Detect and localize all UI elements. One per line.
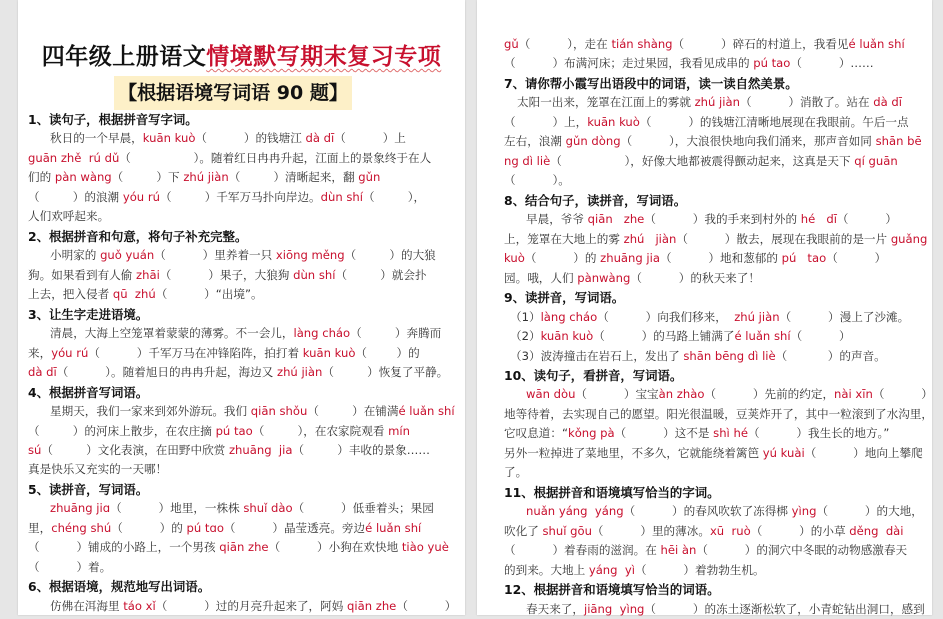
sentence-text: （ ）过的月亮升起来了，阿妈: [155, 598, 348, 613]
sentence-text: （ ），: [363, 189, 426, 204]
sentence-text: 2、根据拼音和句意，将句子补充完整。: [28, 228, 248, 244]
pinyin-prompt: zhú jiàn: [623, 231, 677, 246]
question-text-line: [504, 405, 933, 424]
pinyin-prompt: zhú jiàn: [694, 95, 740, 110]
pinyin-prompt: pú tɑo: [186, 520, 224, 535]
question-text-line: [504, 424, 889, 443]
question-text-line: [504, 132, 922, 151]
question-text-line: [504, 152, 898, 171]
sentence-text: （ ）着春雨的滋润。在: [504, 543, 661, 558]
sentence-text: 清晨，大海上空笼罩着蒙蒙的薄雾。不一会儿，: [50, 326, 294, 341]
question-heading: [504, 74, 798, 93]
sentence-text: 10、读句子，看拼音，写词语。: [504, 367, 683, 383]
sentence-text: （ ）我生长的地方。”: [747, 426, 890, 441]
pinyin-prompt: é luǎn shí: [398, 404, 455, 419]
question-text-line: [504, 444, 923, 463]
question-text-line: [504, 171, 570, 190]
sentence-text: 狗。如果看到有人偷: [28, 267, 137, 282]
sentence-text: （ ）散去，展现在我眼前的是一片: [676, 231, 891, 246]
question-text-line: [50, 246, 436, 265]
question-text-line: [50, 324, 441, 343]
sentence-text: 吹化了: [504, 523, 543, 538]
pinyin-prompt: xiōng měng: [275, 248, 345, 263]
sentence-text: （ ）的: [111, 520, 187, 535]
sentence-text: （ ）: [836, 212, 897, 227]
sentence-text: 了。: [504, 465, 528, 480]
sentence-text: 早晨，爷爷: [526, 212, 588, 227]
question-text-line: [510, 347, 886, 366]
pinyin-prompt: dà dī: [873, 95, 902, 110]
pinyin-prompt: yáng yì: [588, 562, 635, 577]
question-text-line: [28, 363, 448, 382]
pinyin-prompt: yú kuài: [762, 445, 805, 460]
question-text-line: [526, 385, 933, 404]
pinyin-prompt: hēi àn: [660, 543, 697, 558]
pinyin-prompt: é luǎn shí: [848, 37, 905, 51]
sentence-text: 另外一粒掉进了菜地里，不多久，它就能绕着篱笆: [504, 445, 763, 460]
pinyin-prompt: mín: [388, 423, 410, 438]
sentence-text: 它叹息道：“: [504, 426, 568, 441]
question-heading: [28, 383, 148, 402]
sentence-text: （ ）。: [504, 173, 570, 188]
sentence-text: （ ）: [396, 598, 457, 613]
document-subtitle: 【根据语境写词语 90 题】: [114, 76, 352, 110]
sentence-text: 7、请你帮小霞写出语段中的词语，读一读自然美景。: [504, 75, 798, 91]
pinyin-prompt: shān bēng dì liè: [683, 348, 776, 363]
sentence-text: （ ）上: [334, 131, 406, 146]
sentence-text: 仿佛在洱海里: [50, 598, 124, 613]
question-text-line: [504, 35, 905, 54]
sentence-text: 12、根据拼音和语境填写恰当的词语。: [504, 582, 720, 598]
sentence-text: （ ）地和葱郁的: [659, 251, 782, 266]
pinyin-prompt: zhuāng jiɑ: [50, 501, 111, 516]
pinyin-prompt: làng cháo: [293, 326, 351, 341]
sentence-text: （ ）丰收的景象……: [292, 442, 430, 457]
sentence-text: （ ）消散了。站在: [739, 95, 874, 110]
sentence-text: （ ）我的手来到村外的: [644, 212, 801, 227]
sentence-text: （ ）向我们移来，: [597, 309, 735, 324]
pinyin-prompt: shān bē: [875, 134, 922, 149]
pinyin-prompt: nài xīn: [834, 387, 873, 402]
question-text-line: [50, 499, 434, 518]
question-text-line: [504, 113, 909, 132]
pinyin-prompt: zhú jiàn: [183, 170, 229, 185]
question-text-line: [50, 597, 456, 616]
question-heading: [504, 288, 624, 307]
sentence-text: 5、读拼音，写词语。: [28, 481, 149, 497]
sentence-text: （ ）下: [111, 170, 184, 185]
sentence-text: 春天来了，: [526, 601, 584, 616]
pinyin-prompt: guǎng: [890, 231, 928, 246]
pinyin-prompt: qiān shǒu: [250, 404, 308, 419]
pinyin-prompt: táo xǐ: [123, 598, 156, 613]
sentence-text: （ ）着。: [28, 559, 112, 574]
pinyin-prompt: dùn shí: [320, 189, 363, 204]
pinyin-prompt: é luǎn shí: [734, 329, 791, 344]
question-heading: [28, 305, 148, 324]
sentence-text: 秋日的一个早晨，: [50, 131, 143, 146]
question-text-line: [510, 327, 851, 346]
pinyin-prompt: shuǐ dào: [243, 501, 293, 516]
pinyin-prompt: àn zhào: [658, 387, 705, 402]
sentence-text: （2）: [510, 329, 541, 344]
pinyin-prompt: pàn wàng: [54, 170, 112, 185]
sentence-text: （ ）的河床上散步，在农庄摘: [28, 423, 216, 438]
question-text-line: [526, 600, 925, 619]
question-text-line: [50, 129, 406, 148]
sentence-text: （ ）: [826, 251, 887, 266]
sentence-text: （ ）的钱塘江清晰地展现在我眼前。午后一点: [639, 114, 909, 129]
pinyin-prompt: hé dī: [800, 212, 837, 227]
sentence-text: （ ）漫上了沙滩。: [779, 309, 910, 324]
pinyin-prompt: qí guān: [854, 153, 898, 168]
question-text-line: [504, 522, 904, 541]
sentence-text: 3、让生字走进语境。: [28, 306, 149, 322]
sentence-text: （ ）晶莹透亮。旁边: [223, 520, 366, 535]
question-heading: [28, 480, 148, 499]
question-text-line: [510, 308, 909, 327]
pinyin-prompt: gǔn dòng: [565, 134, 621, 149]
sentence-text: （ ）这不是: [614, 426, 714, 441]
pinyin-prompt: qiān zhe: [219, 540, 269, 555]
question-heading: [504, 580, 720, 599]
sentence-text: 左右，浪潮: [504, 134, 566, 149]
title-black: 四年级上册语文: [41, 44, 207, 70]
sentence-text: （ ）的春风吹软了冻得梆: [623, 504, 792, 519]
pinyin-prompt: zhú jiàn: [276, 365, 323, 380]
sentence-text: （ ）。随着红日冉冉升起，江面上的景象终于在人: [119, 150, 432, 165]
sentence-text: 上，笼罩在大地上的雾: [504, 231, 624, 246]
pinyin-prompt: chéng shú: [51, 520, 112, 535]
worksheet-page-right: [477, 0, 932, 615]
question-text-line: [28, 422, 410, 441]
question-text-line: [504, 269, 760, 288]
sentence-text: （ ）: [790, 329, 851, 344]
sentence-text: 9、读拼音，写词语。: [504, 290, 625, 306]
pinyin-prompt: tiào yuè: [401, 540, 449, 555]
question-text-line: [28, 285, 263, 304]
sentence-text: 6、根据语境，规范地写出词语。: [28, 579, 211, 595]
pinyin-prompt: kuān kuò: [142, 131, 196, 146]
pinyin-prompt: kuān kuò: [540, 329, 594, 344]
sentence-text: （ ）“出境”。: [155, 287, 263, 302]
sentence-text: （ ）低垂着头；果园: [292, 501, 434, 516]
sentence-text: （ ）的声音。: [775, 348, 886, 363]
pinyin-prompt: nuǎn yáng yáng: [526, 504, 624, 519]
pinyin-prompt: děng dài: [849, 523, 904, 538]
pinyin-prompt: é luǎn shí: [365, 520, 422, 535]
pinyin-prompt: xū ruò: [709, 523, 751, 538]
question-text-line: [28, 460, 167, 479]
sentence-text: 园。哦，人们: [504, 270, 578, 285]
sentence-text: （ ）: [872, 387, 933, 402]
pinyin-prompt: qiān zhe: [347, 598, 397, 613]
sentence-text: （ ）地里，一株株: [110, 501, 244, 516]
sentence-text: 的到来。大地上: [504, 562, 589, 577]
sentence-text: 来，: [28, 345, 52, 360]
question-text-line: [526, 210, 897, 229]
sentence-text: （ ）的大地，: [816, 504, 923, 519]
question-text-line: [517, 93, 902, 112]
sentence-text: （ ）碎石的村道上，我看见: [672, 37, 849, 51]
pinyin-prompt: pú tao: [781, 251, 827, 266]
sentence-text: 人们欢呼起来。: [28, 209, 110, 224]
pinyin-prompt: zhāi: [136, 267, 160, 282]
sentence-text: （ ）宝宝: [575, 387, 659, 402]
sentence-text: （ ）的浪潮: [28, 189, 123, 204]
sentence-text: （ ）果子，大狼狗: [159, 267, 294, 282]
pinyin-prompt: kǒng pà: [567, 426, 615, 441]
pinyin-prompt: kuò: [504, 251, 525, 266]
pinyin-prompt: dà dī: [305, 131, 335, 146]
sentence-text: （ ）地向上攀爬: [804, 445, 923, 460]
pinyin-prompt: dà dī: [28, 365, 57, 380]
sentence-text: （ ）的: [524, 251, 601, 266]
sentence-text: （ ）的: [355, 345, 420, 360]
question-text-line: [526, 502, 923, 521]
pinyin-prompt: yóu rú: [122, 189, 160, 204]
sentence-text: （ ）的洞穴中冬眠的动物感激春天: [696, 543, 908, 558]
sentence-text: （ ）的大狼: [344, 248, 436, 263]
sentence-text: （ ）的钱塘江: [195, 131, 306, 146]
sentence-text: （ ）的冻土逐渐松软了，小青蛇钻出洞口，感到: [644, 601, 925, 616]
pinyin-prompt: gǔn: [358, 170, 381, 185]
pinyin-prompt: kuān kuò: [302, 345, 356, 360]
sentence-text: 8、结合句子，读拼音，写词语。: [504, 192, 687, 208]
sentence-text: 太阳一出来，笼罩在江面上的雾就: [517, 95, 695, 110]
sentence-text: （ ）里的薄冰。: [591, 523, 710, 538]
question-text-line: [28, 441, 430, 460]
pinyin-prompt: yóu rú: [51, 345, 89, 360]
sentence-text: （ ）铺成的小路上，一个男孩: [28, 540, 220, 555]
question-text-line: [504, 249, 886, 268]
sentence-text: 1、读句子，根据拼音写字词。: [28, 112, 198, 127]
sentence-text: （ ）清晰起来，翻: [228, 170, 359, 185]
question-text-line: [28, 207, 109, 226]
sentence-text: （ ）的小草: [750, 523, 850, 538]
question-heading: [28, 110, 198, 129]
pinyin-prompt: yìng: [791, 504, 817, 519]
question-text-line: [504, 230, 927, 249]
document-title: [18, 38, 465, 71]
pinyin-prompt: tián shàng: [611, 37, 673, 51]
sentence-text: 4、根据拼音写词语。: [28, 384, 149, 400]
sentence-text: （ ），好像大地都被震得颤动起来，这真是天下: [550, 153, 855, 168]
sentence-text: 真是快乐又充实的一天哪！: [28, 462, 168, 477]
sentence-text: （ ），大浪很快地向我们涌来，那声音如同: [620, 134, 876, 149]
question-heading: [504, 366, 682, 385]
pinyin-prompt: zhuāng jia: [600, 251, 660, 266]
pinyin-prompt: wān dòu: [526, 387, 576, 402]
pinyin-prompt: shuǐ gōu: [542, 523, 592, 538]
sentence-text: （1）: [510, 309, 541, 324]
sentence-text: （ ）里养着一只: [154, 248, 276, 263]
pinyin-prompt: jiāng yìng: [583, 601, 645, 616]
pinyin-prompt: sú: [28, 442, 42, 457]
sentence-text: （ ）布满河床；走过果园，我看见成串的: [504, 56, 754, 71]
pinyin-prompt: zhú jiàn: [734, 309, 780, 324]
question-text-line: [504, 463, 527, 482]
sentence-text: 上去，把入侵者: [28, 287, 113, 302]
question-heading: [28, 227, 247, 246]
sentence-text: （ ）千军万马在冲锋陷阵，拍打着: [88, 345, 303, 360]
question-text-line: [28, 188, 425, 207]
question-heading: [504, 483, 720, 502]
question-text-line: [50, 402, 455, 421]
sentence-text: （ ）着勃勃生机。: [634, 562, 765, 577]
question-text-line: [28, 266, 427, 285]
question-text-line: [28, 519, 421, 538]
sentence-text: （ ）上，: [504, 114, 588, 129]
sentence-text: （ ）小狗在欢快地: [268, 540, 402, 555]
sentence-text: 11、根据拼音和语境填写恰当的字词。: [504, 484, 720, 500]
question-text-line: [28, 538, 449, 557]
question-text-line: [28, 149, 431, 168]
pinyin-prompt: pànwàng: [577, 270, 631, 285]
sentence-text: （ ）千军万马扑向岸边。: [159, 189, 321, 204]
sentence-text: （ ）恢复了平静。: [322, 365, 449, 380]
pinyin-prompt: làng cháo: [540, 309, 598, 324]
sentence-text: （ ）的马路上铺满了: [593, 329, 735, 344]
sentence-text: （ ），在农家院观看: [252, 423, 389, 438]
sentence-text: （ ）先前的约定，: [704, 387, 835, 402]
pinyin-prompt: qiān zhe: [587, 212, 645, 227]
sentence-text: （ ）。随着旭日的冉冉升起，海边又: [56, 365, 277, 380]
sentence-text: （ ）文化表演，在田野中欣赏: [41, 442, 229, 457]
sentence-text: 星期天，我们一家来到郊外游玩。我们: [50, 404, 251, 419]
sentence-text: （ ），走在: [518, 37, 612, 51]
pinyin-prompt: guǒ yuán: [100, 248, 155, 263]
question-text-line: [28, 344, 420, 363]
sentence-text: 小明家的: [50, 248, 101, 263]
sentence-text: （ ）就会扑: [335, 267, 427, 282]
sentence-text: 地等待着，去实现自己的愿望。阳光很温暖，豆荚炸开了，其中一粒滚到了水沟里，: [504, 406, 933, 421]
pinyin-prompt: shì hé: [713, 426, 748, 441]
pinyin-prompt: gǔ: [504, 37, 519, 51]
pinyin-prompt: kuān kuò: [587, 114, 640, 129]
pinyin-prompt: qū zhú: [112, 287, 156, 302]
question-text-line: [28, 168, 380, 187]
question-text-line: [504, 561, 765, 580]
sentence-text: （ ）在铺满: [307, 404, 399, 419]
question-text-line: [28, 558, 111, 577]
pinyin-prompt: pú tao: [215, 423, 253, 438]
question-heading: [28, 577, 210, 596]
pinyin-prompt: dùn shí: [293, 267, 336, 282]
pinyin-prompt: zhuāng jia: [228, 442, 293, 457]
title-red: 情境默写期末复习专项: [206, 44, 442, 70]
sentence-text: （3）波涛撞击在岩石上，发出了: [510, 348, 684, 363]
sentence-text: 里，: [28, 520, 52, 535]
pinyin-prompt: ng dì liè: [504, 153, 551, 168]
question-text-line: [504, 54, 874, 73]
pinyin-prompt: guān zhě rú dǔ: [28, 150, 120, 165]
question-text-line: [504, 541, 907, 560]
worksheet-page-left: [18, 0, 465, 615]
pinyin-prompt: pú tao: [753, 56, 791, 71]
sentence-text: （ ）……: [790, 56, 874, 71]
sentence-text: （ ）奔腾而: [350, 326, 442, 341]
sentence-text: （ ）的秋天来了！: [630, 270, 760, 285]
sentence-text: 们的: [28, 170, 55, 185]
question-heading: [504, 191, 686, 210]
